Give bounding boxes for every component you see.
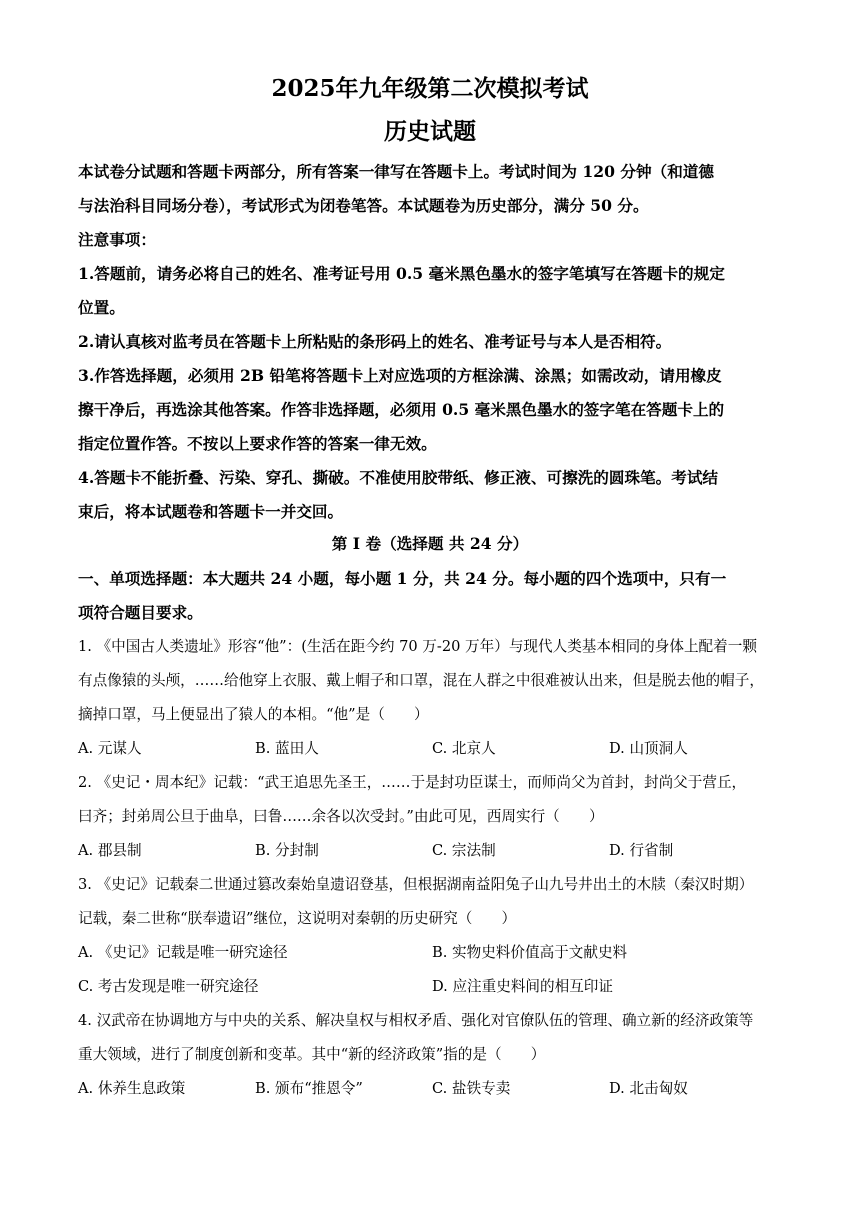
question-4 bbox=[78, 1004, 786, 1106]
exam-subtitle: 历史试题 bbox=[384, 118, 476, 145]
question-text-line: 3. 《史记》记载秦二世通过篡改秦始皇遗诏登基，但根据湖南益阳兔子山九号井出土的木牍（秦汉时期） bbox=[78, 876, 754, 893]
option-b: B. 颁布“推恩令” bbox=[255, 1080, 363, 1097]
question-text-line: 4. 汉武帝在协调地方与中央的关系、解决皇权与相权矛盾、强化对官僚队伍的管理、确立新的经济政策等 bbox=[78, 1012, 754, 1029]
question-text-line: 2. 《史记・周本纪》记载：“武王追思先圣王，……于是封功臣谋士，而师尚父为首封，封尚父于营丘， bbox=[78, 774, 747, 791]
option-b: B. 蓝田人 bbox=[255, 740, 319, 757]
question-text-line: 有点像猿的头颅，……给他穿上衣服、戴上帽子和口罩，混在人群之中很难被认出来，但是脱去他的帽子， bbox=[78, 672, 764, 689]
question-text-line: 记载，秦二世称“朕奉遗诏”继位，这说明对秦朝的历史研究（ ） bbox=[78, 910, 517, 927]
instruction-line: 束后，将本试题卷和答题卡一并交回。 bbox=[78, 502, 344, 521]
option-a: A. 《史记》记载是唯一研究途径 bbox=[78, 944, 288, 961]
option-a: A. 郡县制 bbox=[78, 842, 142, 859]
question-text-line: 摘掉口罩，马上便显出了猿人的本相。“他”是（ ） bbox=[78, 706, 429, 723]
option-c: C. 宗法制 bbox=[432, 842, 496, 859]
section-title: 第 I 卷（选择题 共 24 分） bbox=[331, 534, 529, 553]
section-desc-line: 一、单项选择题：本大题共 24 小题，每小题 1 分，共 24 分。每小题的四个选项中，只有一 bbox=[78, 569, 727, 588]
question-text-line: 1. 《中国古人类遗址》形容“他”：(生活在距今约 70 万-20 万年）与现代人类基本相同的身体上配着一颗 bbox=[78, 638, 757, 655]
question-3 bbox=[78, 868, 786, 1004]
instruction-line: 本试卷分试题和答题卡两部分，所有答案一律写在答题卡上。考试时间为 120 分钟（和道德 bbox=[78, 162, 714, 181]
option-c: C. 盐铁专卖 bbox=[432, 1080, 511, 1097]
instruction-line: 4.答题卡不能折叠、污染、穿孔、撕破。不准使用胶带纸、修正液、可擦洗的圆珠笔。考试结 bbox=[78, 468, 719, 487]
options-row bbox=[78, 936, 786, 970]
option-c: C. 北京人 bbox=[432, 740, 496, 757]
question-text-line: 曰齐；封弟周公旦于曲阜，曰鲁……余各以次受封。”由此可见，西周实行（ ） bbox=[78, 808, 604, 825]
instruction-line: 与法治科目同场分卷），考试形式为闭卷笔答。本试题卷为历史部分，满分 50 分。 bbox=[78, 196, 649, 215]
instruction-line: 3.作答选择题，必须用 2B 铅笔将答题卡上对应选项的方框涂满、涂黑；如需改动，请用橡皮 bbox=[78, 366, 722, 385]
options-row bbox=[78, 732, 786, 766]
option-c: C. 考古发现是唯一研究途径 bbox=[78, 978, 259, 995]
option-d: D. 北击匈奴 bbox=[609, 1080, 688, 1097]
instruction-line: 擦干净后，再选涂其他答案。作答非选择题，必须用 0.5 毫米黑色墨水的签字笔在答题卡上的 bbox=[78, 400, 725, 419]
options-row bbox=[78, 834, 786, 868]
option-b: B. 分封制 bbox=[255, 842, 319, 859]
instruction-line: 位置。 bbox=[78, 298, 125, 317]
options-row bbox=[78, 1072, 786, 1106]
question-text-line: 重大领域，进行了制度创新和变革。其中“新的经济政策”指的是（ ） bbox=[78, 1046, 546, 1063]
options-row bbox=[78, 970, 786, 1004]
option-d: D. 行省制 bbox=[609, 842, 674, 859]
section-description bbox=[78, 562, 786, 630]
option-a: A. 元谋人 bbox=[78, 740, 142, 757]
instruction-line: 指定位置作答。不按以上要求作答的答案一律无效。 bbox=[78, 434, 437, 453]
instruction-line: 2.请认真核对监考员在答题卡上所粘贴的条形码上的姓名、准考证号与本人是否相符。 bbox=[78, 332, 672, 351]
option-b: B. 实物史料价值高于文献史料 bbox=[432, 944, 628, 961]
option-a: A. 休养生息政策 bbox=[78, 1080, 186, 1097]
question-2 bbox=[78, 766, 786, 868]
question-1 bbox=[78, 630, 786, 766]
option-d: D. 山顶洞人 bbox=[609, 740, 688, 757]
option-d: D. 应注重史料间的相互印证 bbox=[432, 978, 613, 995]
instructions bbox=[78, 155, 786, 529]
exam-title: 2025年九年级第二次模拟考试 bbox=[271, 75, 589, 102]
instruction-line: 1.答题前，请务必将自己的姓名、准考证号用 0.5 毫米黑色墨水的签字笔填写在答题卡的规定 bbox=[78, 264, 725, 283]
section-desc-line: 项符合题目要求。 bbox=[78, 603, 203, 622]
instruction-line: 注意事项： bbox=[78, 230, 156, 249]
question-list bbox=[78, 630, 786, 1106]
